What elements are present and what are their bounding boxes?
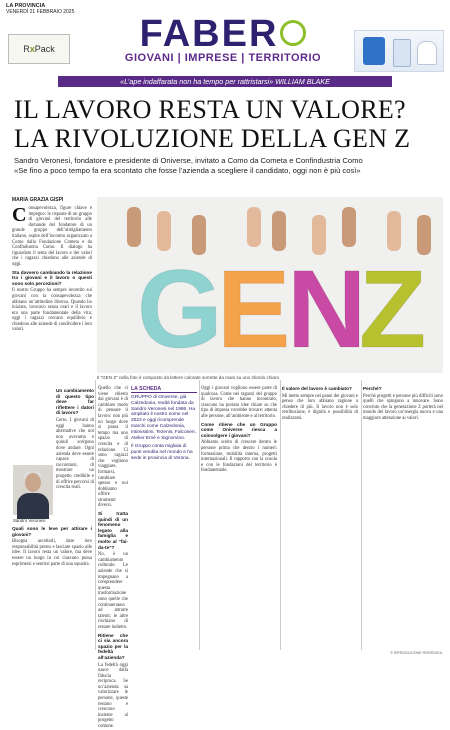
paragraph: Oggi i giovani vogliono essere parte di qualcosa. Come nei ragazzi del gruppo di lavoro che hanno incontrato, ciascuno ha portato idee chiare su che tipo di impresa vorrebbe trovare: attenta alle persone, all’ambiente e al territorio.: [201, 386, 277, 419]
hand-shape: [342, 207, 356, 247]
paragraph: Certo. I giovani di oggi hanno alternative che noi non avevamo e quindi scelgono dove andare. Ogni azienda deve essere capace di raccontarsi, di mostrare un progetto credibile e di offrire percorsi di crescita reali.: [56, 417, 94, 491]
question: Un cambiamento di questo tipo deve far riflettere i datori di lavoro?: [56, 388, 94, 416]
issue-date: VENERDÌ 21 FEBBRAIO 2025: [6, 9, 75, 15]
brand-name: FABER: [139, 13, 279, 55]
lightbulb-icon: [280, 20, 306, 46]
column-divider: [361, 380, 362, 650]
rxpack-ad[interactable]: [8, 34, 70, 64]
letter-e: E: [217, 248, 291, 371]
column-divider: [199, 380, 200, 650]
letter-g: G: [137, 248, 223, 371]
paragraph: Bisogna ascoltarli, dare loro responsabilità presto e lasciare spazio alle idee. Il lavoro resta un valore, ma deve essere un luogo in cui ciascuno possa esprimersi e sentirsi parte di una squadra.: [12, 539, 92, 567]
vial-image: [393, 39, 411, 67]
article-column-5: [363, 386, 443, 644]
fact-box: [131, 395, 197, 462]
article-column-2: [98, 386, 128, 730]
byline: MARIA GRAZIA GISPI: [12, 197, 64, 203]
hand-shape: [127, 207, 141, 247]
question: Il valore del lavoro è cambiato?: [282, 386, 352, 391]
copyright-notice: © RIPRODUZIONE RISERVATA: [390, 651, 442, 655]
blue-bottle-image: [363, 37, 385, 65]
question: Sta davvero cambiando la relazione tra i giovani e il lavoro o questi sono solo percezioni?: [12, 269, 92, 286]
dropcap: C: [12, 204, 27, 226]
masthead-subtitle: GIOVANI | IMPRESE | TERRITORIO: [124, 52, 322, 64]
question: Ritiene che ci sia ancora spazio per la fedeltà all’azienda?: [98, 632, 128, 660]
page-title: [14, 95, 444, 153]
newspaper-name: LA PROVINCIA: [6, 3, 46, 9]
letter-z: Z: [359, 248, 427, 371]
hand-shape: [247, 207, 261, 247]
masthead-quote: «L’ape indaffarata non ha tempo per rattristarsi» WILLIAM BLAKE: [58, 76, 392, 87]
paragraph: Il nostro Gruppo ha sempre investito sui giovani con la consapevolezza che abbiano un’attitudine diversa. Quando ho iniziato, lavoravo senza orari e il lavoro era una parte fondamentale della vita; oggi i ragazzi cercano equilibrio e chiedono alle aziende di condividere i loro valori.: [12, 288, 92, 333]
subhead: [14, 156, 444, 175]
hand-shape: [157, 211, 171, 251]
fact-box-text: GRUPPO di Oniverse, già Calzedonia, realtà fondata da Sandro Veronesi nel 1986. Ha ampliato il nostro nome nel 2023 e oggi ricomprende marchi come Calzedonia, Intimissimi, Tezenis, Falconeri, Atelier Emé e Signorvino.: [131, 395, 196, 441]
paragraph: Mi metto sempre nei panni dei giovani e penso che loro abbiano ragione a chiedere di più. Il lavoro non è solo retribuzione, è dignità e possibilità di realizzarsi.: [282, 393, 358, 421]
jar-image: [417, 41, 437, 65]
column-divider: [95, 380, 96, 650]
jacket-shape: [17, 493, 49, 519]
question: Quali sono le leve per attirare i giovani?: [12, 526, 92, 537]
hand-shape: [387, 211, 401, 251]
headline-line-2: LA RIVOLUZIONE DELLA GEN Z: [14, 124, 411, 153]
article-column-1b: [56, 388, 94, 491]
portrait-photo: [13, 465, 53, 515]
faber-logo: [98, 14, 348, 54]
paragraph: Quello che ci viene chiesto dai giovani è di cambiare modo di pensare il lavoro: non più un luogo dove si passa il tempo ma uno spazio di crescita e di relazione. Ci sono ragazzi che vogliono viaggiare, formarsi, cambiare spesso e noi dobbiamo offrire strumenti diversi.: [98, 386, 128, 509]
paragraph: La fedeltà oggi nasce dalla fiducia reciproca. Se un’azienda sa valorizzare le persone, queste restano e crescono insieme al progetto comune.: [98, 662, 128, 730]
paragraph: onsapevolezza, figure chiave e impegno: le risposte di un gruppo di giovani del territorio alle domande del fondatore di un grande gruppo dell’abbigliamento italiano, ospite dell’incontro organizzato a Como dalla Fondazione Cometa e da Confindustria Como. Il dialogo ha riguardato il tema del lavoro e dei valori che i ragazzi chiedono alle aziende di oggi.: [12, 206, 92, 267]
gen-z-letters-graphic: [97, 197, 443, 373]
question: Perché?: [363, 386, 382, 391]
gen-z-photo: [97, 197, 443, 373]
paragraph: No, è un cambiamento culturale. Le aziende che si impegnano a comprendere questa trasformazione sono quelle che continueranno ad attrarre talenti; le altre rischiano di restare indietro.: [98, 552, 128, 630]
question: Si tratta quindi di un fenomeno legato alla famiglia e molto al “fai-da-te”?: [98, 511, 128, 550]
masthead: [98, 14, 348, 64]
rxpack-logo: RxPack: [23, 44, 55, 54]
fact-box-text: Il Gruppo conta migliaia di punti vendita nel mondo e ha sede in provincia di Verona.: [131, 444, 193, 461]
paragraph: Perché progetti e persone più difficili sono quelli che spingono a innovare. Sono convinto che la generazione Z porterà nel mondo del lavoro un’energia nuova e una maggiore attenzione ai valori.: [363, 393, 443, 421]
face-shape: [25, 473, 41, 492]
headline-line-1: IL LAVORO RESTA UN VALORE?: [14, 95, 406, 124]
article-column-4: [282, 386, 358, 652]
column-divider: [280, 380, 281, 650]
photo-caption: Il “GEN Z” nella foto è composto da lettere colorate sorrette da mani su uno sfondo chiaro: [97, 375, 280, 380]
portrait-caption: Sandro Veronesi: [13, 518, 46, 523]
newspaper-header: [6, 3, 74, 15]
product-ad[interactable]: [354, 30, 444, 72]
article-column-1c: [12, 526, 92, 652]
subhead-line-1: Sandro Veronesi, fondatore e presidente di Oniverse, invitato a Como da Cometa e Confindustria Como: [14, 156, 363, 165]
question: Come ritiene che un Gruppo come Oniverse riesca a coinvolgere i giovani?: [201, 421, 277, 438]
article-column-3: [201, 386, 277, 652]
fact-box-title: LA SCHEDA: [131, 386, 197, 393]
subhead-line-2: «Se fino a poco tempo fa era scontato che fosse l’azienda a scegliere il candidato, oggi non è più così»: [14, 165, 361, 175]
hand-shape: [272, 211, 286, 251]
letter-n: N: [287, 248, 367, 371]
paragraph: Abbiamo scelto di crescere dentro le persone prima che dentro i numeri: formazione, mobilità interna, progetti internazionali. Il rapporto con la scuola e con le fondazioni del territorio è fondamentale.: [201, 440, 277, 474]
